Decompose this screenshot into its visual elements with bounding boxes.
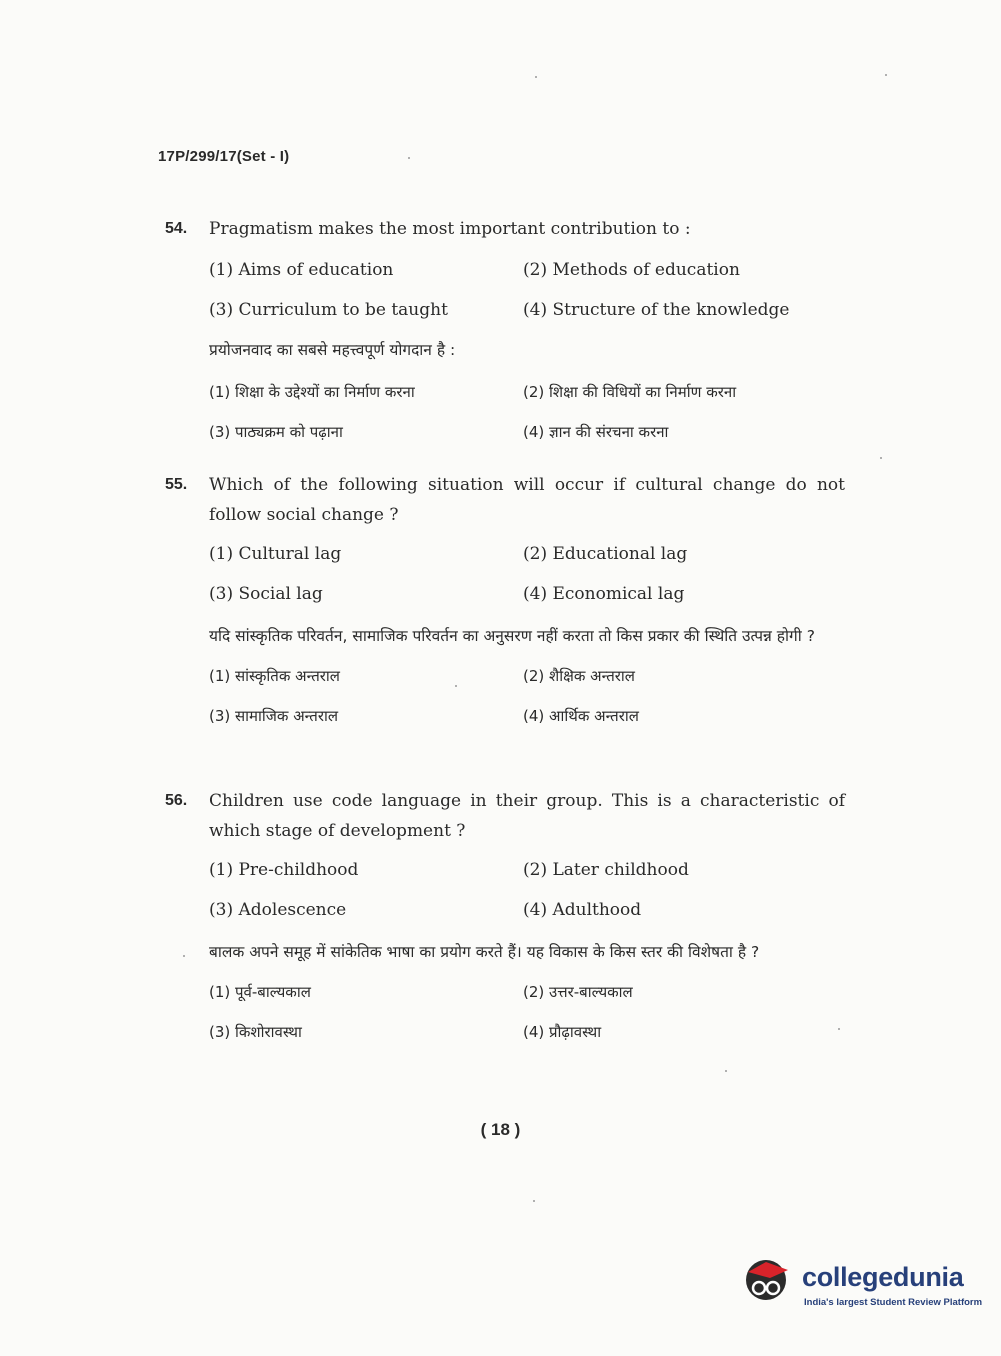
option-3-hindi: (3) सामाजिक अन्तराल — [209, 707, 339, 725]
option-3: (3) Curriculum to be taught — [209, 300, 448, 320]
options — [209, 850, 845, 930]
scan-speck — [838, 1028, 840, 1030]
option-4-hindi: (4) प्रौढ़ावस्था — [523, 1023, 602, 1041]
question-56 — [165, 786, 845, 1052]
question-text-hindi: बालक अपने समूह में सांकेतिक भाषा का प्रयोग करते हैं। यह विकास के किस स्तर की विशेषता है ? — [209, 943, 760, 961]
scan-speck — [455, 685, 457, 687]
paper-code: 17P/299/17(Set - I) — [158, 148, 290, 165]
scan-speck — [183, 955, 185, 957]
option-3: (3) Adolescence — [209, 900, 347, 920]
question-text: Children use code language in their group. This is a characteristic of which stage of development ? — [209, 791, 845, 841]
question-text-hindi: यदि सांस्कृतिक परिवर्तन, सामाजिक परिवर्तन का अनुसरण नहीं करता तो किस प्रकार की स्थिति उत्पन्न होगी ? — [209, 627, 815, 645]
options-hindi — [209, 372, 845, 452]
question-text: Pragmatism makes the most important contribution to : — [209, 219, 691, 239]
scan-speck — [885, 74, 887, 76]
option-1-hindi: (1) सांस्कृतिक अन्तराल — [209, 667, 340, 685]
option-2: (2) Later childhood — [523, 860, 689, 880]
page-number: ( 18 ) — [480, 1120, 521, 1139]
options-hindi — [209, 972, 845, 1052]
option-2-hindi: (2) शैक्षिक अन्तराल — [523, 667, 635, 685]
options — [209, 250, 845, 330]
option-1: (1) Cultural lag — [209, 544, 342, 564]
option-4: (4) Structure of the knowledge — [523, 300, 790, 320]
scan-speck — [408, 157, 410, 159]
question-number: 55. — [165, 476, 188, 493]
question-number: 56. — [165, 792, 188, 809]
brand-name: collegedunia — [802, 1262, 964, 1292]
question-number: 54. — [165, 220, 188, 237]
collegedunia-logo — [742, 1250, 983, 1312]
scan-speck — [535, 76, 537, 78]
option-3-hindi: (3) किशोरावस्था — [209, 1023, 302, 1041]
option-2: (2) Methods of education — [523, 260, 740, 280]
question-text: Which of the following situation will occur if cultural change do not follow social change ? — [209, 475, 845, 525]
option-1: (1) Pre-childhood — [209, 860, 359, 880]
question-text-hindi: प्रयोजनवाद का सबसे महत्त्वपूर्ण योगदान है : — [209, 341, 456, 359]
options — [209, 534, 845, 614]
option-4-hindi: (4) आर्थिक अन्तराल — [523, 707, 639, 725]
option-2-hindi: (2) उत्तर-बाल्यकाल — [523, 983, 633, 1001]
scan-speck — [533, 1200, 535, 1202]
option-3: (3) Social lag — [209, 584, 323, 604]
mascot-icon — [742, 1250, 802, 1310]
option-2-hindi: (2) शिक्षा की विधियों का निर्माण करना — [523, 383, 737, 401]
options-hindi — [209, 656, 845, 736]
option-2: (2) Educational lag — [523, 544, 688, 564]
option-1: (1) Aims of education — [209, 260, 394, 280]
scan-speck — [880, 457, 882, 459]
question-54 — [165, 214, 845, 452]
option-4: (4) Adulthood — [523, 900, 642, 920]
option-4-hindi: (4) ज्ञान की संरचना करना — [523, 423, 669, 441]
brand-tagline: India's largest Student Review Platform — [804, 1297, 983, 1308]
option-1-hindi: (1) शिक्षा के उद्देश्यों का निर्माण करना — [209, 383, 415, 401]
option-1-hindi: (1) पूर्व-बाल्यकाल — [209, 983, 311, 1001]
scan-speck — [725, 1070, 727, 1072]
option-3-hindi: (3) पाठ्यक्रम को पढ़ाना — [209, 423, 343, 441]
question-55 — [165, 470, 845, 736]
option-4: (4) Economical lag — [523, 584, 685, 604]
